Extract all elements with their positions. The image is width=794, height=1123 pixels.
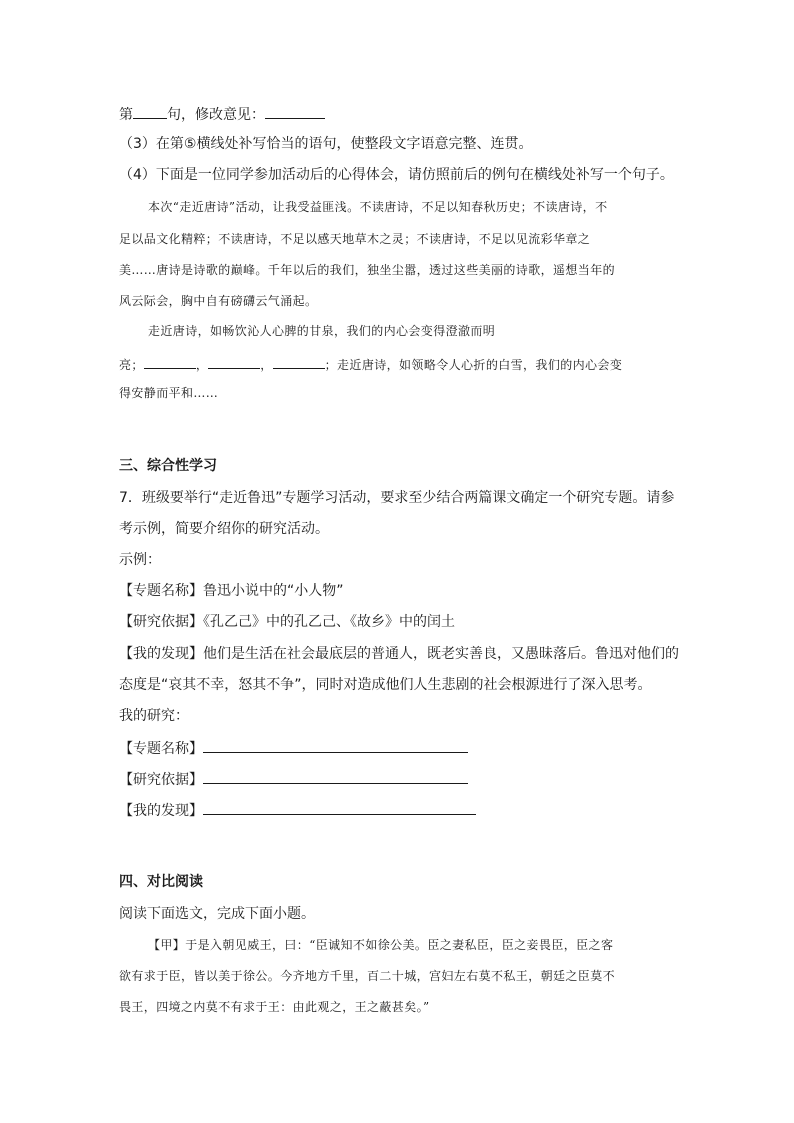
passage-line: 足以品文化精粹；不读唐诗，不足以感天地草木之灵；不读唐诗，不足以见流彩华章之 <box>119 232 591 246</box>
fill-blank-1[interactable] <box>144 354 196 369</box>
passage-line: 本次“走近唐诗”活动，让我受益匪浅。不读唐诗，不足以知春秋历史；不读唐诗，不 <box>148 200 608 214</box>
section-4-instruction: 阅读下面选文，完成下面小题。 <box>119 906 315 922</box>
my-research-label: 我的研究： <box>119 708 189 724</box>
my-topic-label: 【专题名称】 <box>119 741 203 757</box>
fill-blank-3[interactable] <box>273 354 325 369</box>
passage-text: 亮； <box>119 358 144 372</box>
revision-label: 句，修改意见： <box>167 107 265 123</box>
passage-line: 走近唐诗，如畅饮沁人心脾的甘泉，我们的内心会变得澄澈而明 <box>148 324 496 338</box>
example-basis: 【研究依据】《孔乙己》中的孔乙己、《故乡》中的闰土 <box>119 614 455 630</box>
passage-text: ， <box>195 358 209 372</box>
passage-line: 风云际会，胸中自有磅礴云气涌起。 <box>119 294 318 308</box>
fill-in-line <box>119 354 622 374</box>
question-7-line: 考示例，简要介绍你的研究活动。 <box>119 521 329 537</box>
revision-prefix: 第 <box>119 107 133 123</box>
my-finding-blank[interactable] <box>203 800 476 815</box>
passage-line: 美……唐诗是诗歌的巅峰。千年以后的我们，独坐尘嚣，透过这些美丽的诗歌，遥想当年的 <box>119 263 616 277</box>
my-topic-row <box>119 738 468 758</box>
revision-opinion-blank[interactable] <box>265 104 325 119</box>
passage-text: ， <box>260 358 273 372</box>
my-basis-row <box>119 769 468 789</box>
passage-line: 得安静而平和…… <box>119 386 219 400</box>
sentence-number-blank[interactable] <box>133 104 167 119</box>
my-finding-label: 【我的发现】 <box>119 803 203 819</box>
my-basis-label: 【研究依据】 <box>119 772 203 788</box>
revision-line <box>119 104 325 124</box>
example-label: 示例： <box>119 552 161 568</box>
classical-text-line: 欲有求于臣，皆以美于徐公。今齐地方千里，百二十城，宫妇左右莫不私王，朝廷之臣莫不 <box>119 969 616 983</box>
example-finding: 态度是“哀其不幸，怒其不争”，同时对造成他们人生悲剧的社会根源进行了深入思考。 <box>119 677 652 693</box>
question-7-line: 7．班级要举行“走近鲁迅”专题学习活动，要求至少结合两篇课文确定一个研究专题。请参 <box>119 490 675 506</box>
fill-blank-2[interactable] <box>208 354 260 369</box>
question-3: （3）在第⑤横线处补写恰当的语句，使整段文字语意完整、连贯。 <box>119 136 533 152</box>
example-finding: 【我的发现】他们是生活在社会最底层的普通人，既老实善良，又愚昧落后。鲁迅对他们的 <box>119 646 679 662</box>
question-4: （4）下面是一位同学参加活动后的心得体会，请仿照前后的例句在横线处补写一个句子。 <box>119 167 674 183</box>
classical-text-line: 畏王，四境之内莫不有求于王：由此观之，王之蔽甚矣。” <box>119 1000 430 1014</box>
section-4-title: 四、对比阅读 <box>119 874 203 890</box>
my-topic-blank[interactable] <box>203 738 468 753</box>
example-topic: 【专题名称】鲁迅小说中的“小人物” <box>119 583 344 599</box>
my-basis-blank[interactable] <box>203 769 468 784</box>
my-finding-row <box>119 800 476 820</box>
section-3-title: 三、综合性学习 <box>119 458 217 474</box>
passage-text: ；走近唐诗，如领略令人心折的白雪，我们的内心会变 <box>324 358 623 372</box>
classical-text-line: 【甲】于是入朝见威王，曰：“臣诚知不如徐公美。臣之妻私臣，臣之妾畏臣，臣之客 <box>148 938 614 952</box>
